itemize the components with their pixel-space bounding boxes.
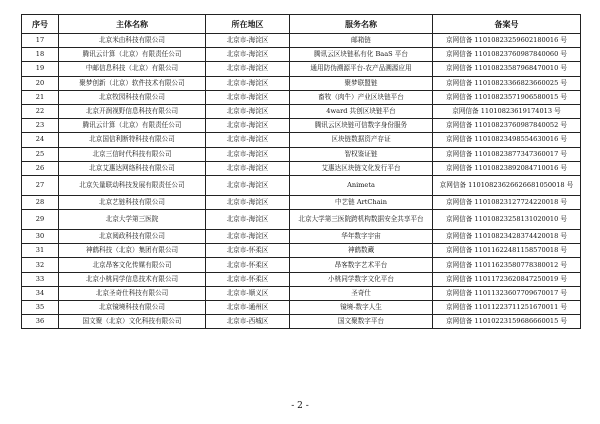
table-row [22, 258, 581, 272]
table-row [22, 90, 581, 104]
registry-table [21, 14, 581, 329]
cell-filing: 京网信备 11010823587968470010 号 [433, 62, 581, 76]
cell-service: 通用防伪溯源平台-农产品溯源应用 [290, 62, 433, 76]
cell-region: 北京市-海淀区 [206, 34, 290, 48]
cell-region: 北京市-海淀区 [206, 90, 290, 104]
table-row [22, 272, 581, 286]
cell-seq: 31 [22, 244, 59, 258]
table-row [22, 104, 581, 118]
cell-entity: 北京艺链科技有限公司 [59, 195, 206, 209]
header-seq: 序号 [22, 15, 59, 34]
cell-region: 北京市-海淀区 [206, 119, 290, 133]
cell-entity: 北京国信利断特科技有限公司 [59, 133, 206, 147]
cell-entity: 北京小桃同学信息技术有限公司 [59, 272, 206, 286]
page-number: - 2 - [291, 401, 309, 411]
cell-entity: 国文聚（北京）文化科技有限公司 [59, 315, 206, 329]
cell-seq: 27 [22, 175, 59, 195]
cell-service: 艾惠达区块链文化发行平台 [290, 161, 433, 175]
cell-region: 北京市-海淀区 [206, 230, 290, 244]
cell-region: 北京市-西城区 [206, 315, 290, 329]
cell-service: 邮箱链 [290, 34, 433, 48]
cell-filing: 京网信备 11011223711251670011 号 [433, 301, 581, 315]
table-row [22, 133, 581, 147]
cell-seq: 30 [22, 230, 59, 244]
cell-seq: 23 [22, 119, 59, 133]
cell-service: 中艺链 ArtChain [290, 195, 433, 209]
cell-region: 北京市-海淀区 [206, 161, 290, 175]
cell-service: 神鹤数藏 [290, 244, 433, 258]
cell-seq: 21 [22, 90, 59, 104]
cell-filing: 京网信备 11011323607709670017 号 [433, 286, 581, 300]
cell-filing: 京网信备 11011623580778380012 号 [433, 258, 581, 272]
cell-region: 北京市-海淀区 [206, 62, 290, 76]
cell-filing: 京网信备 11010823619174013 号 [433, 104, 581, 118]
cell-service: 小桃同学数字文化平台 [290, 272, 433, 286]
cell-service: 智权鉴证链 [290, 147, 433, 161]
cell-entity: 北京大学第三医院 [59, 210, 206, 230]
table-row [22, 147, 581, 161]
table-row [22, 34, 581, 48]
cell-filing: 京网信备 11010823498554630016 号 [433, 133, 581, 147]
cell-region: 北京市-海淀区 [206, 147, 290, 161]
cell-service: 畜牧（肉牛）产业区块链平台 [290, 90, 433, 104]
cell-region: 北京市-海淀区 [206, 210, 290, 230]
cell-entity: 北京矢量联动科技发展有限责任公司 [59, 175, 206, 195]
table-row [22, 76, 581, 90]
cell-seq: 28 [22, 195, 59, 209]
cell-filing: 京网信备 11011622481158570018 号 [433, 244, 581, 258]
table-row [22, 244, 581, 258]
cell-seq: 32 [22, 258, 59, 272]
cell-seq: 34 [22, 286, 59, 300]
table-row [22, 62, 581, 76]
table-row [22, 315, 581, 329]
cell-seq: 18 [22, 48, 59, 62]
header-filing: 备案号 [433, 15, 581, 34]
header-entity: 主体名称 [59, 15, 206, 34]
table-row [22, 230, 581, 244]
cell-region: 北京市-海淀区 [206, 175, 290, 195]
cell-entity: 腾讯云计算（北京）有限责任公司 [59, 48, 206, 62]
cell-service: 国文聚数字平台 [290, 315, 433, 329]
cell-region: 北京市-怀柔区 [206, 258, 290, 272]
cell-entity: 腾讯云计算（北京）有限责任公司 [59, 119, 206, 133]
cell-seq: 35 [22, 301, 59, 315]
cell-region: 北京市-海淀区 [206, 195, 290, 209]
cell-filing: 京网信备 11010823626626681050018 号 [433, 175, 581, 195]
cell-service: 北京大学第三医院跨机构数据安全共享平台 [290, 210, 433, 230]
cell-service: 聚梦联盟链 [290, 76, 433, 90]
table-row [22, 161, 581, 175]
cell-filing: 京网信备 11010823571906580015 号 [433, 90, 581, 104]
cell-entity: 北京牧园科技有限公司 [59, 90, 206, 104]
cell-service: 圣奇仕 [290, 286, 433, 300]
cell-service: 昂客数字艺术平台 [290, 258, 433, 272]
cell-entity: 北京开润视野信息科技有限公司 [59, 104, 206, 118]
cell-filing: 京网信备 11010823760987840052 号 [433, 119, 581, 133]
cell-entity: 北京米由科技有限公司 [59, 34, 206, 48]
cell-entity: 北京圣奇仕科技有限公司 [59, 286, 206, 300]
cell-filing: 京网信备 11010823760987840060 号 [433, 48, 581, 62]
table-row [22, 119, 581, 133]
cell-entity: 中邮信息科技（北京）有限公司 [59, 62, 206, 76]
cell-region: 北京市-海淀区 [206, 104, 290, 118]
cell-seq: 20 [22, 76, 59, 90]
cell-region: 北京市-海淀区 [206, 133, 290, 147]
cell-region: 北京市-通州区 [206, 301, 290, 315]
cell-entity: 聚梦创新（北京）软件技术有限公司 [59, 76, 206, 90]
cell-filing: 京网信备 11010823127724220018 号 [433, 195, 581, 209]
cell-entity: 北京镜境科技有限公司 [59, 301, 206, 315]
cell-seq: 19 [22, 62, 59, 76]
cell-service: 区块链数据资产存证 [290, 133, 433, 147]
cell-seq: 24 [22, 133, 59, 147]
cell-service: 腾讯云区块链私有化 BaaS 平台 [290, 48, 433, 62]
cell-entity: 神鹤科技（北京）集团有限公司 [59, 244, 206, 258]
cell-region: 北京市-海淀区 [206, 76, 290, 90]
cell-filing: 京网信备 11010823428374420018 号 [433, 230, 581, 244]
cell-region: 北京市-怀柔区 [206, 244, 290, 258]
header-service: 服务名称 [290, 15, 433, 34]
cell-filing: 京网信备 11011723620847250019 号 [433, 272, 581, 286]
cell-filing: 京网信备 11010823366823660025 号 [433, 76, 581, 90]
header-region: 所在地区 [206, 15, 290, 34]
cell-entity: 北京艾惠达网络科技有限公司 [59, 161, 206, 175]
cell-service: 4ward 共创区块链平台 [290, 104, 433, 118]
cell-service: 镜境-数字人生 [290, 301, 433, 315]
cell-service: 华年数字宇宙 [290, 230, 433, 244]
cell-filing: 京网信备 11010223159686660015 号 [433, 315, 581, 329]
cell-seq: 26 [22, 161, 59, 175]
cell-region: 北京市-海淀区 [206, 48, 290, 62]
cell-entity: 北京阅政科技有限公司 [59, 230, 206, 244]
table-row [22, 286, 581, 300]
table-row [22, 210, 581, 230]
cell-filing: 京网信备 11010823259602180016 号 [433, 34, 581, 48]
cell-region: 北京市-怀柔区 [206, 272, 290, 286]
table-row [22, 48, 581, 62]
cell-seq: 29 [22, 210, 59, 230]
cell-seq: 22 [22, 104, 59, 118]
cell-seq: 25 [22, 147, 59, 161]
cell-entity: 北京昂客文化传媒有限公司 [59, 258, 206, 272]
cell-filing: 京网信备 11010823892084710016 号 [433, 161, 581, 175]
cell-service: Animeta [290, 175, 433, 195]
cell-seq: 17 [22, 34, 59, 48]
cell-filing: 京网信备 11010823258131020010 号 [433, 210, 581, 230]
cell-service: 腾讯云区块链可信数字身份服务 [290, 119, 433, 133]
table-row [22, 175, 581, 195]
cell-entity: 北京三信时代科技有限公司 [59, 147, 206, 161]
cell-region: 北京市-顺义区 [206, 286, 290, 300]
cell-seq: 36 [22, 315, 59, 329]
table-row [22, 195, 581, 209]
cell-filing: 京网信备 11010823877347360017 号 [433, 147, 581, 161]
table-header-row [22, 15, 581, 34]
cell-seq: 33 [22, 272, 59, 286]
table-row [22, 301, 581, 315]
